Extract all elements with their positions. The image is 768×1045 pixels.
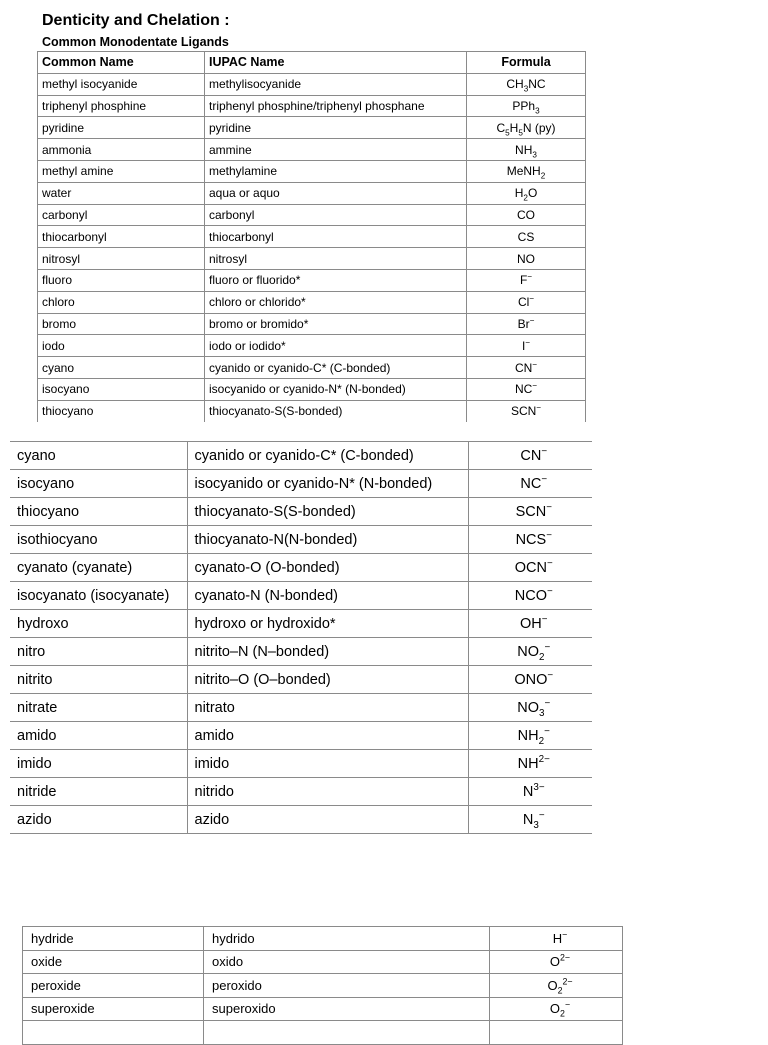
cell-iupac-name: cyanato-O (O-bonded)	[187, 554, 468, 582]
table-row	[38, 269, 586, 291]
table-row	[23, 1021, 623, 1045]
cell-formula: $NH_3$	[467, 139, 586, 161]
table-row	[23, 974, 623, 998]
header-formula: Formula	[467, 52, 586, 74]
cell-iupac-name: thiocyanato-S(S-bonded)	[205, 400, 467, 422]
cell-formula: $NO_2^-$	[468, 638, 592, 666]
cell-iupac-name: iodo or iodido*	[205, 335, 467, 357]
cell-common-name: oxide	[23, 950, 204, 974]
section-subtitle: Common Monodentate Ligands	[42, 35, 229, 49]
table-row	[38, 291, 586, 313]
cell-iupac-name: fluoro or fluorido*	[205, 269, 467, 291]
cell-iupac-name: methylamine	[205, 160, 467, 182]
page-break-gap	[0, 422, 768, 440]
table-row	[38, 313, 586, 335]
cell-iupac-name: thiocarbonyl	[205, 226, 467, 248]
table-row	[23, 997, 623, 1021]
header-common-name: Common Name	[38, 52, 205, 74]
cell-iupac-name: hydrido	[204, 927, 490, 951]
cell-formula: $O_2^{2-}$	[490, 974, 623, 998]
cell-iupac-name: triphenyl phosphine/triphenyl phosphane	[205, 95, 467, 117]
cell-formula: $CH_3NC$	[467, 73, 586, 95]
cell-common-name: methyl amine	[38, 160, 205, 182]
cell-common-name: thiocarbonyl	[38, 226, 205, 248]
cell-iupac-name: cyanato-N (N-bonded)	[187, 582, 468, 610]
cell-formula: OH−	[468, 610, 592, 638]
cell-iupac-name: methylisocyanide	[205, 73, 467, 95]
cell-common-name: hydroxo	[10, 610, 187, 638]
cell-formula: I−	[467, 335, 586, 357]
cell-formula: SCN−	[467, 400, 586, 422]
cell-common-name: peroxide	[23, 974, 204, 998]
cell-formula: PPh$_3$	[467, 95, 586, 117]
cell-common-name: cyanato (cyanate)	[10, 554, 187, 582]
cell-common-name: isocyano	[10, 470, 187, 498]
cell-formula: $O^{2-}$	[490, 950, 623, 974]
cell-iupac-name: superoxido	[204, 997, 490, 1021]
cell-common-name: cyano	[38, 357, 205, 379]
cell-iupac-name: nitrito–N (N–bonded)	[187, 638, 468, 666]
table-row	[10, 610, 592, 638]
ligands-table-1	[37, 51, 586, 423]
cell-common-name: amido	[10, 722, 187, 750]
cell-formula: $N^{3-}$	[468, 778, 592, 806]
cell-formula: NCO−	[468, 582, 592, 610]
cell-common-name: chloro	[38, 291, 205, 313]
cell-formula: Cl−	[467, 291, 586, 313]
cell-common-name: isocyano	[38, 378, 205, 400]
cell-formula: $N_3^-$	[468, 806, 592, 834]
cell-formula	[490, 1021, 623, 1045]
cell-common-name: isothiocyano	[10, 526, 187, 554]
cell-formula: H−	[490, 927, 623, 951]
cell-iupac-name: aqua or aquo	[205, 182, 467, 204]
cell-common-name: thiocyano	[38, 400, 205, 422]
table-row	[10, 470, 592, 498]
table-row	[38, 204, 586, 226]
cell-common-name: methyl isocyanide	[38, 73, 205, 95]
cell-common-name: nitrosyl	[38, 248, 205, 270]
cell-common-name: nitro	[10, 638, 187, 666]
table-row	[38, 117, 586, 139]
table-row	[38, 357, 586, 379]
header-iupac-name: IUPAC Name	[205, 52, 467, 74]
cell-common-name: iodo	[38, 335, 205, 357]
cell-formula: $NO_3^-$	[468, 694, 592, 722]
cell-common-name: thiocyano	[10, 498, 187, 526]
cell-common-name: hydride	[23, 927, 204, 951]
table-row	[23, 950, 623, 974]
cell-iupac-name: chloro or chlorido*	[205, 291, 467, 313]
table-row	[38, 248, 586, 270]
table-row	[38, 226, 586, 248]
cell-iupac-name: ammine	[205, 139, 467, 161]
cell-formula: SCN−	[468, 498, 592, 526]
cell-common-name: isocyanato (isocyanate)	[10, 582, 187, 610]
table-row	[10, 442, 592, 470]
cell-formula: MeNH$_2$	[467, 160, 586, 182]
cell-iupac-name: bromo or bromido*	[205, 313, 467, 335]
cell-common-name: superoxide	[23, 997, 204, 1021]
cell-common-name: imido	[10, 750, 187, 778]
table-row	[38, 400, 586, 422]
cell-formula: CN−	[467, 357, 586, 379]
cell-formula: CO	[467, 204, 586, 226]
cell-formula: Br−	[467, 313, 586, 335]
cell-iupac-name: cyanido or cyanido-C* (C-bonded)	[205, 357, 467, 379]
cell-formula: $NH_2^-$	[468, 722, 592, 750]
cell-common-name: water	[38, 182, 205, 204]
cell-common-name: azido	[10, 806, 187, 834]
cell-iupac-name: nitrido	[187, 778, 468, 806]
cell-common-name: triphenyl phosphine	[38, 95, 205, 117]
ligands-table-2	[10, 441, 592, 834]
cell-iupac-name: isocyanido or cyanido-N* (N-bonded)	[187, 470, 468, 498]
cell-formula: CN−	[468, 442, 592, 470]
table-row	[23, 927, 623, 951]
cell-iupac-name: nitrato	[187, 694, 468, 722]
table-row	[10, 526, 592, 554]
table-row	[38, 160, 586, 182]
table-row	[10, 638, 592, 666]
cell-iupac-name: cyanido or cyanido-C* (C-bonded)	[187, 442, 468, 470]
cell-common-name: fluoro	[38, 269, 205, 291]
cell-iupac-name: amido	[187, 722, 468, 750]
cell-iupac-name: nitrosyl	[205, 248, 467, 270]
cell-iupac-name: azido	[187, 806, 468, 834]
table-row	[10, 750, 592, 778]
table-row	[10, 666, 592, 694]
table-header-row	[38, 52, 586, 74]
cell-iupac-name: imido	[187, 750, 468, 778]
cell-iupac-name: isocyanido or cyanido-N* (N-bonded)	[205, 378, 467, 400]
table-row	[38, 139, 586, 161]
table-row	[38, 73, 586, 95]
cell-common-name: nitride	[10, 778, 187, 806]
cell-formula: OCN−	[468, 554, 592, 582]
cell-common-name: nitrito	[10, 666, 187, 694]
cell-iupac-name	[204, 1021, 490, 1045]
cell-formula: NC−	[468, 470, 592, 498]
cell-formula: $H_2O$	[467, 182, 586, 204]
cell-iupac-name: thiocyanato-S(S-bonded)	[187, 498, 468, 526]
cell-iupac-name: oxido	[204, 950, 490, 974]
table-row	[10, 778, 592, 806]
cell-formula: NO	[467, 248, 586, 270]
cell-formula: F−	[467, 269, 586, 291]
cell-formula: CS	[467, 226, 586, 248]
cell-formula: ONO−	[468, 666, 592, 694]
table-row	[10, 498, 592, 526]
cell-common-name: ammonia	[38, 139, 205, 161]
cell-formula: $C_5H_5N$ (py)	[467, 117, 586, 139]
cell-formula: $O_2^-$	[490, 997, 623, 1021]
cell-common-name: pyridine	[38, 117, 205, 139]
cell-common-name: bromo	[38, 313, 205, 335]
cell-formula: $NH^{2-}$	[468, 750, 592, 778]
table-row	[38, 335, 586, 357]
table-row	[10, 806, 592, 834]
table-row	[10, 694, 592, 722]
cell-common-name	[23, 1021, 204, 1045]
cell-iupac-name: pyridine	[205, 117, 467, 139]
cell-formula: NC−	[467, 378, 586, 400]
cell-iupac-name: peroxido	[204, 974, 490, 998]
table-row	[10, 722, 592, 750]
table-row	[38, 182, 586, 204]
table-row	[10, 554, 592, 582]
cell-formula: NCS−	[468, 526, 592, 554]
ligands-table-3	[22, 926, 623, 1045]
cell-iupac-name: nitrito–O (O–bonded)	[187, 666, 468, 694]
table-row	[38, 95, 586, 117]
cell-iupac-name: carbonyl	[205, 204, 467, 226]
table-row	[10, 582, 592, 610]
cell-common-name: carbonyl	[38, 204, 205, 226]
page-title: Denticity and Chelation :	[42, 12, 230, 29]
cell-common-name: nitrate	[10, 694, 187, 722]
table-row	[38, 378, 586, 400]
cell-common-name: cyano	[10, 442, 187, 470]
cell-iupac-name: hydroxo or hydroxido*	[187, 610, 468, 638]
cell-iupac-name: thiocyanato-N(N-bonded)	[187, 526, 468, 554]
